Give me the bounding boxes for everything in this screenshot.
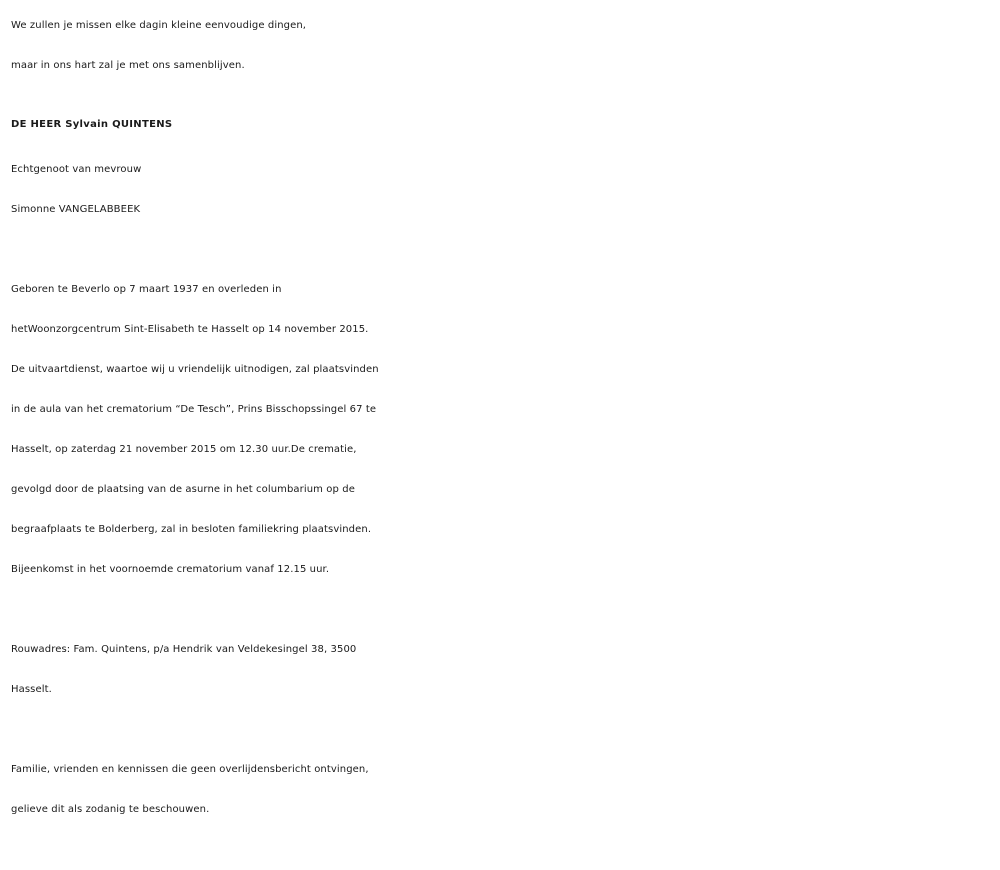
mourning-address [11, 630, 1000, 710]
spouse-block [11, 150, 1000, 230]
spouse-line: Simonne VANGELABBEEK [11, 204, 141, 215]
details-line: Geboren te Beverlo op 7 maart 1937 en overleden in [11, 284, 282, 295]
address-line: Hasselt. [11, 684, 52, 695]
poem-line: We zullen je missen elke dagin kleine eenvoudige dingen, [11, 20, 307, 31]
closing-line: Familie, vrienden en kennissen die geen overlijdensbericht ontvingen, [11, 764, 369, 775]
closing-note [11, 750, 1000, 830]
poem-line: maar in ons hart zal je met ons samenblijven. [11, 60, 245, 71]
details-line: in de aula van het crematorium “De Tesch”, Prins Bisschopssingel 67 te [11, 404, 377, 415]
details-line: hetWoonzorgcentrum Sint-Elisabeth te Hasselt op 14 november 2015. [11, 324, 369, 335]
details-line: begraafplaats te Bolderberg, zal in besloten familiekring plaatsvinden. [11, 524, 372, 535]
details-paragraph [11, 270, 1000, 590]
deceased-name-heading: DE HEER Sylvain QUINTENS [11, 119, 173, 130]
details-line: gevolgd door de plaatsing van de asurne in het columbarium op de [11, 484, 355, 495]
details-line: De uitvaartdienst, waartoe wij u vriendelijk uitnodigen, zal plaatsvinden [11, 364, 379, 375]
spacer [11, 590, 1000, 630]
details-line: Bijeenkomst in het voornoemde crematorium vanaf 12.15 uur. [11, 564, 330, 575]
spacer [11, 710, 1000, 750]
closing-line: gelieve dit als zodanig te beschouwen. [11, 804, 210, 815]
address-line: Rouwadres: Fam. Quintens, p/a Hendrik van Veldekesingel 38, 3500 [11, 644, 357, 655]
poem-block [11, 6, 1000, 86]
details-line: Hasselt, op zaterdag 21 november 2015 om 12.30 uur.De crematie, [11, 444, 357, 455]
spacer [11, 230, 1000, 270]
spouse-line: Echtgenoot van mevrouw [11, 164, 142, 175]
